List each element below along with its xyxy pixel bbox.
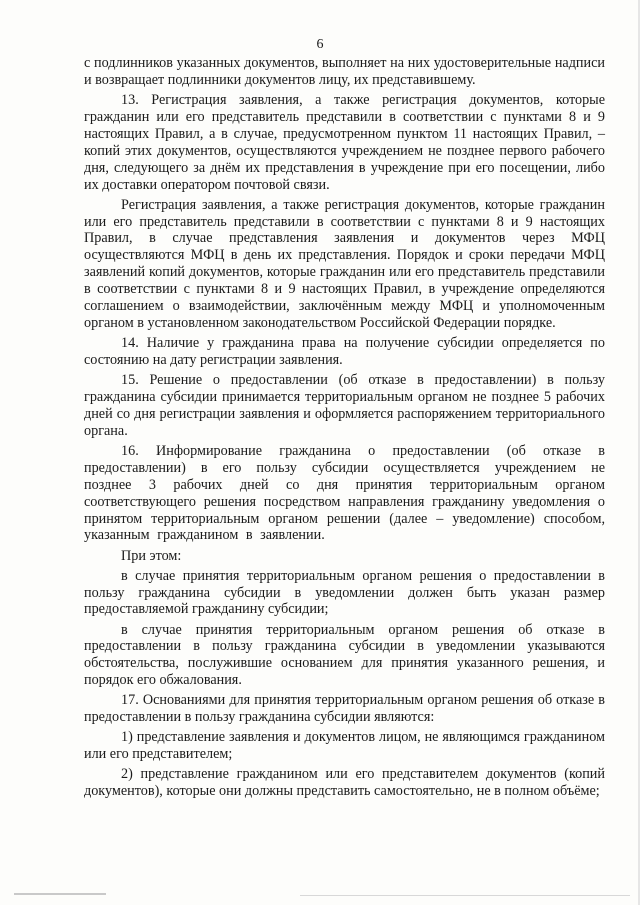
page-number: 6: [316, 37, 324, 52]
paragraph-item-16: 16. Информирование гражданина о предоставлении (об отказе в предоставлении) в его пользу субсидии осуществляется учреждением не позднее 3 рабочих дней со дня принятия территориальным органом соответствующего решения посредством направления гражданину уведомления о принятом территориальным органом решении (далее – уведомление) способом, указанным гражданином в заявлении.: [84, 442, 605, 544]
paragraph-ground-2: 2) представление гражданином или его представителем документов (копий документов), которые они должны представить самостоятельно, не в полном объёме;: [84, 766, 605, 800]
scan-artifact-left: [14, 893, 106, 895]
paragraph-continuation: с подлинников указанных документов, выполняет на них удостоверительные надписи и возвращает подлинники документов лицу, их представившему.: [84, 55, 605, 88]
paragraph-item-15: 15. Решение о предоставлении (об отказе в предоставлении) в пользу гражданина субсидии принимается территориальным органом не позднее 5 рабочих дней со дня регистрации заявления и оформляется распоряжением территориального органа.: [84, 372, 605, 439]
document-body: [84, 55, 605, 803]
paragraph-item-14: 14. Наличие у гражданина права на получение субсидии определяется по состоянию на дату регистрации заявления.: [84, 335, 605, 368]
paragraph-pri-etom: При этом:: [121, 547, 182, 564]
scan-artifact-right: [300, 895, 630, 896]
paragraph-ground-1: 1) представление заявления и документов лицом, не являющимся гражданином или его представителем;: [84, 729, 605, 763]
paragraph-case-refused: в случае принятия территориальным органом решения об отказе в предоставлении в пользу гражданина субсидии в уведомлении указываются обстоятельства, послужившие основанием для принятия указанного решения, и порядок его обжалования.: [84, 621, 605, 689]
paragraph-case-granted: в случае принятия территориальным органом решения о предоставлении в пользу гражданина субсидии в уведомлении должен быть указан размер предоставляемой гражданину субсидии;: [84, 567, 605, 618]
paragraph-item-17: 17. Основаниями для принятия территориальным органом решения об отказе в предоставлении в пользу гражданина субсидии являются:: [84, 692, 605, 726]
paragraph-item-13: 13. Регистрация заявления, а также регистрация документов, которые гражданин или его представитель представили в соответствии с пунктами 8 и 9 настоящих Правил, а в случае, предусмотренном пунктом 11 настоящих Правил, – копий этих документов, осуществляются учреждением не позднее первого рабочего дня, следующего за днём их представления в учреждение при его посещении, либо их доставки оператором почтовой связи.: [84, 92, 605, 193]
paragraph-registration-mfc: Регистрация заявления, а также регистрация документов, которые гражданин или его представитель представили в соответствии с пунктами 8 и 9 настоящих Правил, в случае представления заявления и документов через МФЦ осуществляются МФЦ в день их представления. Порядок и сроки передачи МФЦ заявлений копий документов, которые гражданин или его представитель представили в соответствии с пунктами 8 и 9 настоящих Правил, в учреждение определяются соглашением о взаимодействии, заключённым между МФЦ и уполномоченным органом в установленном законодательством Российской Федерации порядке.: [84, 196, 605, 331]
